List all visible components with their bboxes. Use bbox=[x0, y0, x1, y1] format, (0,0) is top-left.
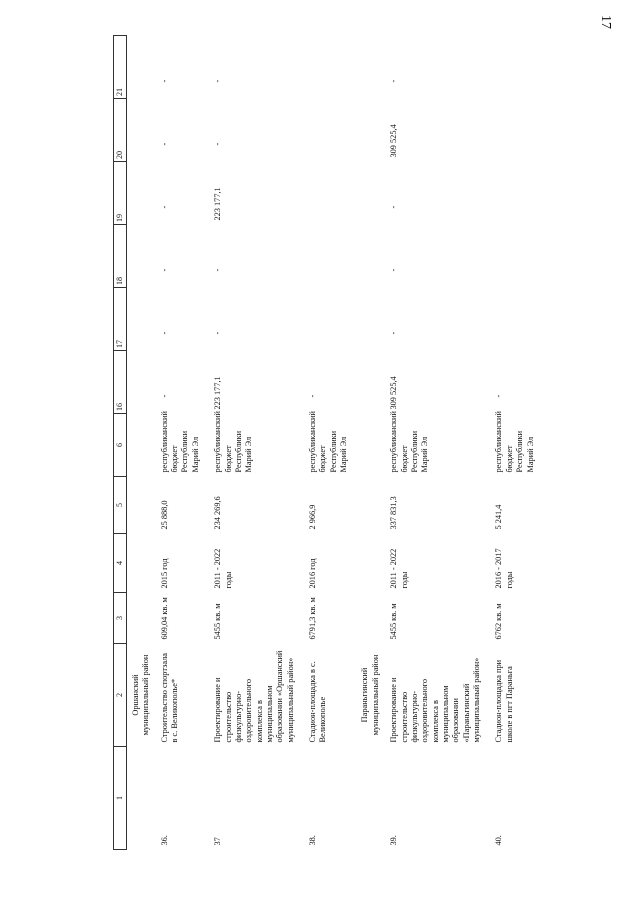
row-period: 2016 - 2017 годы bbox=[494, 548, 514, 589]
row-number: 39. bbox=[389, 835, 399, 846]
table-header-row bbox=[114, 36, 127, 850]
col-header-17: 17 bbox=[114, 288, 127, 351]
row-source: республиканский бюджет Республики Марий Эл bbox=[389, 411, 430, 473]
row-source: республиканский бюджет Республики Марий Эл bbox=[159, 411, 200, 473]
row-col20 bbox=[303, 99, 356, 162]
row-object-name: Стадион-площадка в с. Великополье bbox=[308, 661, 328, 743]
row-object-name: Строительство спортзала в с. Великополье* bbox=[159, 653, 180, 743]
col-header-2: 2 bbox=[114, 644, 127, 747]
row-number: 40. bbox=[494, 835, 504, 846]
row-col18: - bbox=[389, 268, 399, 272]
row-cost: 5 241,4 bbox=[494, 504, 504, 530]
row-col20: - bbox=[213, 142, 223, 146]
row-col17: - bbox=[389, 331, 399, 335]
row-col18: - bbox=[213, 268, 223, 272]
table-row bbox=[489, 36, 542, 850]
row-col19: 223 177,1 bbox=[213, 187, 223, 221]
row-period: 2011 - 2022 годы bbox=[389, 548, 409, 589]
row-col20 bbox=[489, 99, 542, 162]
row-cost: 337 831,3 bbox=[389, 496, 399, 530]
col-header-18: 18 bbox=[114, 225, 127, 288]
row-col16: 223 177,1 bbox=[213, 376, 223, 410]
col-header-19: 19 bbox=[114, 162, 127, 225]
row-col19: - bbox=[159, 205, 169, 209]
col-header-20: 20 bbox=[114, 99, 127, 162]
table-row bbox=[208, 36, 303, 850]
row-source: республиканский бюджет Республики Марий Эл bbox=[213, 411, 254, 473]
col-header-16: 16 bbox=[114, 351, 127, 414]
row-col21 bbox=[489, 36, 542, 99]
row-col19: - bbox=[389, 205, 399, 209]
data-table bbox=[113, 35, 543, 850]
row-col21: - bbox=[213, 79, 223, 83]
row-col21 bbox=[303, 36, 356, 99]
row-col20: - bbox=[159, 142, 169, 146]
row-col20: 309 525,4 bbox=[389, 124, 399, 158]
row-capacity: 5455 кв. м bbox=[213, 603, 223, 640]
row-col16: - bbox=[494, 394, 504, 398]
row-source: республиканский бюджет Республики Марий Эл bbox=[494, 411, 535, 473]
col-header-1: 1 bbox=[114, 747, 127, 850]
row-object-name: Проектирование и строительство физкультурно-оздоровительного комплекса в муниципальном образовании «Параньгинский муниципальный район» bbox=[389, 657, 482, 743]
row-col18: - bbox=[159, 268, 169, 272]
row-col21: - bbox=[389, 79, 399, 83]
row-period: 2015 год bbox=[159, 558, 169, 589]
col-header-4: 4 bbox=[114, 534, 127, 593]
row-period: 2011 - 2022 годы bbox=[213, 548, 233, 589]
row-col21: - bbox=[159, 79, 169, 83]
row-object-name: Стадион-площадка при школе в пгт Параньга bbox=[494, 659, 514, 743]
row-cost: 25 888,0 bbox=[159, 500, 169, 530]
page-number: 17 bbox=[598, 15, 613, 29]
region-row-paranga bbox=[356, 36, 384, 850]
row-capacity: 6762 кв. м bbox=[494, 603, 504, 640]
table-row bbox=[303, 36, 356, 850]
row-col18 bbox=[489, 225, 542, 288]
row-col18 bbox=[303, 225, 356, 288]
row-col19 bbox=[303, 162, 356, 225]
row-number: 38. bbox=[308, 835, 318, 846]
row-col16: 309 525,4 bbox=[389, 376, 399, 410]
row-number: 36. bbox=[159, 835, 169, 846]
row-period: 2016 год bbox=[308, 558, 318, 589]
row-col17: - bbox=[159, 331, 169, 335]
region-title: Оршанский муниципальный район bbox=[131, 654, 151, 736]
region-title: Параньгинский муниципальный район bbox=[360, 654, 380, 736]
row-col17: - bbox=[213, 331, 223, 335]
col-header-5: 5 bbox=[114, 477, 127, 534]
row-col16: - bbox=[159, 394, 169, 398]
row-capacity: 6791,3 кв. м bbox=[308, 597, 318, 640]
rotated-table-page bbox=[113, 35, 640, 850]
row-source: республиканский бюджет Республики Марий Эл bbox=[308, 411, 349, 473]
row-number: 37 bbox=[213, 837, 223, 846]
table-row bbox=[155, 36, 208, 850]
row-col19 bbox=[489, 162, 542, 225]
col-header-3: 3 bbox=[114, 593, 127, 644]
row-col16: - bbox=[308, 394, 318, 398]
row-cost: 234 269,6 bbox=[213, 496, 223, 530]
col-header-21: 21 bbox=[114, 36, 127, 99]
row-capacity: 5455 кв. м bbox=[389, 603, 399, 640]
row-object-name: Проектирование и строительство физкультурно-оздоровительного комплекса в муниципальном образовании «Оршанский муниципальный район» bbox=[213, 650, 295, 743]
region-row-orsha bbox=[127, 36, 155, 850]
row-col17 bbox=[303, 288, 356, 351]
row-cost: 2 966,9 bbox=[308, 504, 318, 530]
table-row bbox=[384, 36, 489, 850]
row-col17 bbox=[489, 288, 542, 351]
col-header-6: 6 bbox=[114, 414, 127, 477]
row-capacity: 609,04 кв. м bbox=[159, 597, 169, 640]
